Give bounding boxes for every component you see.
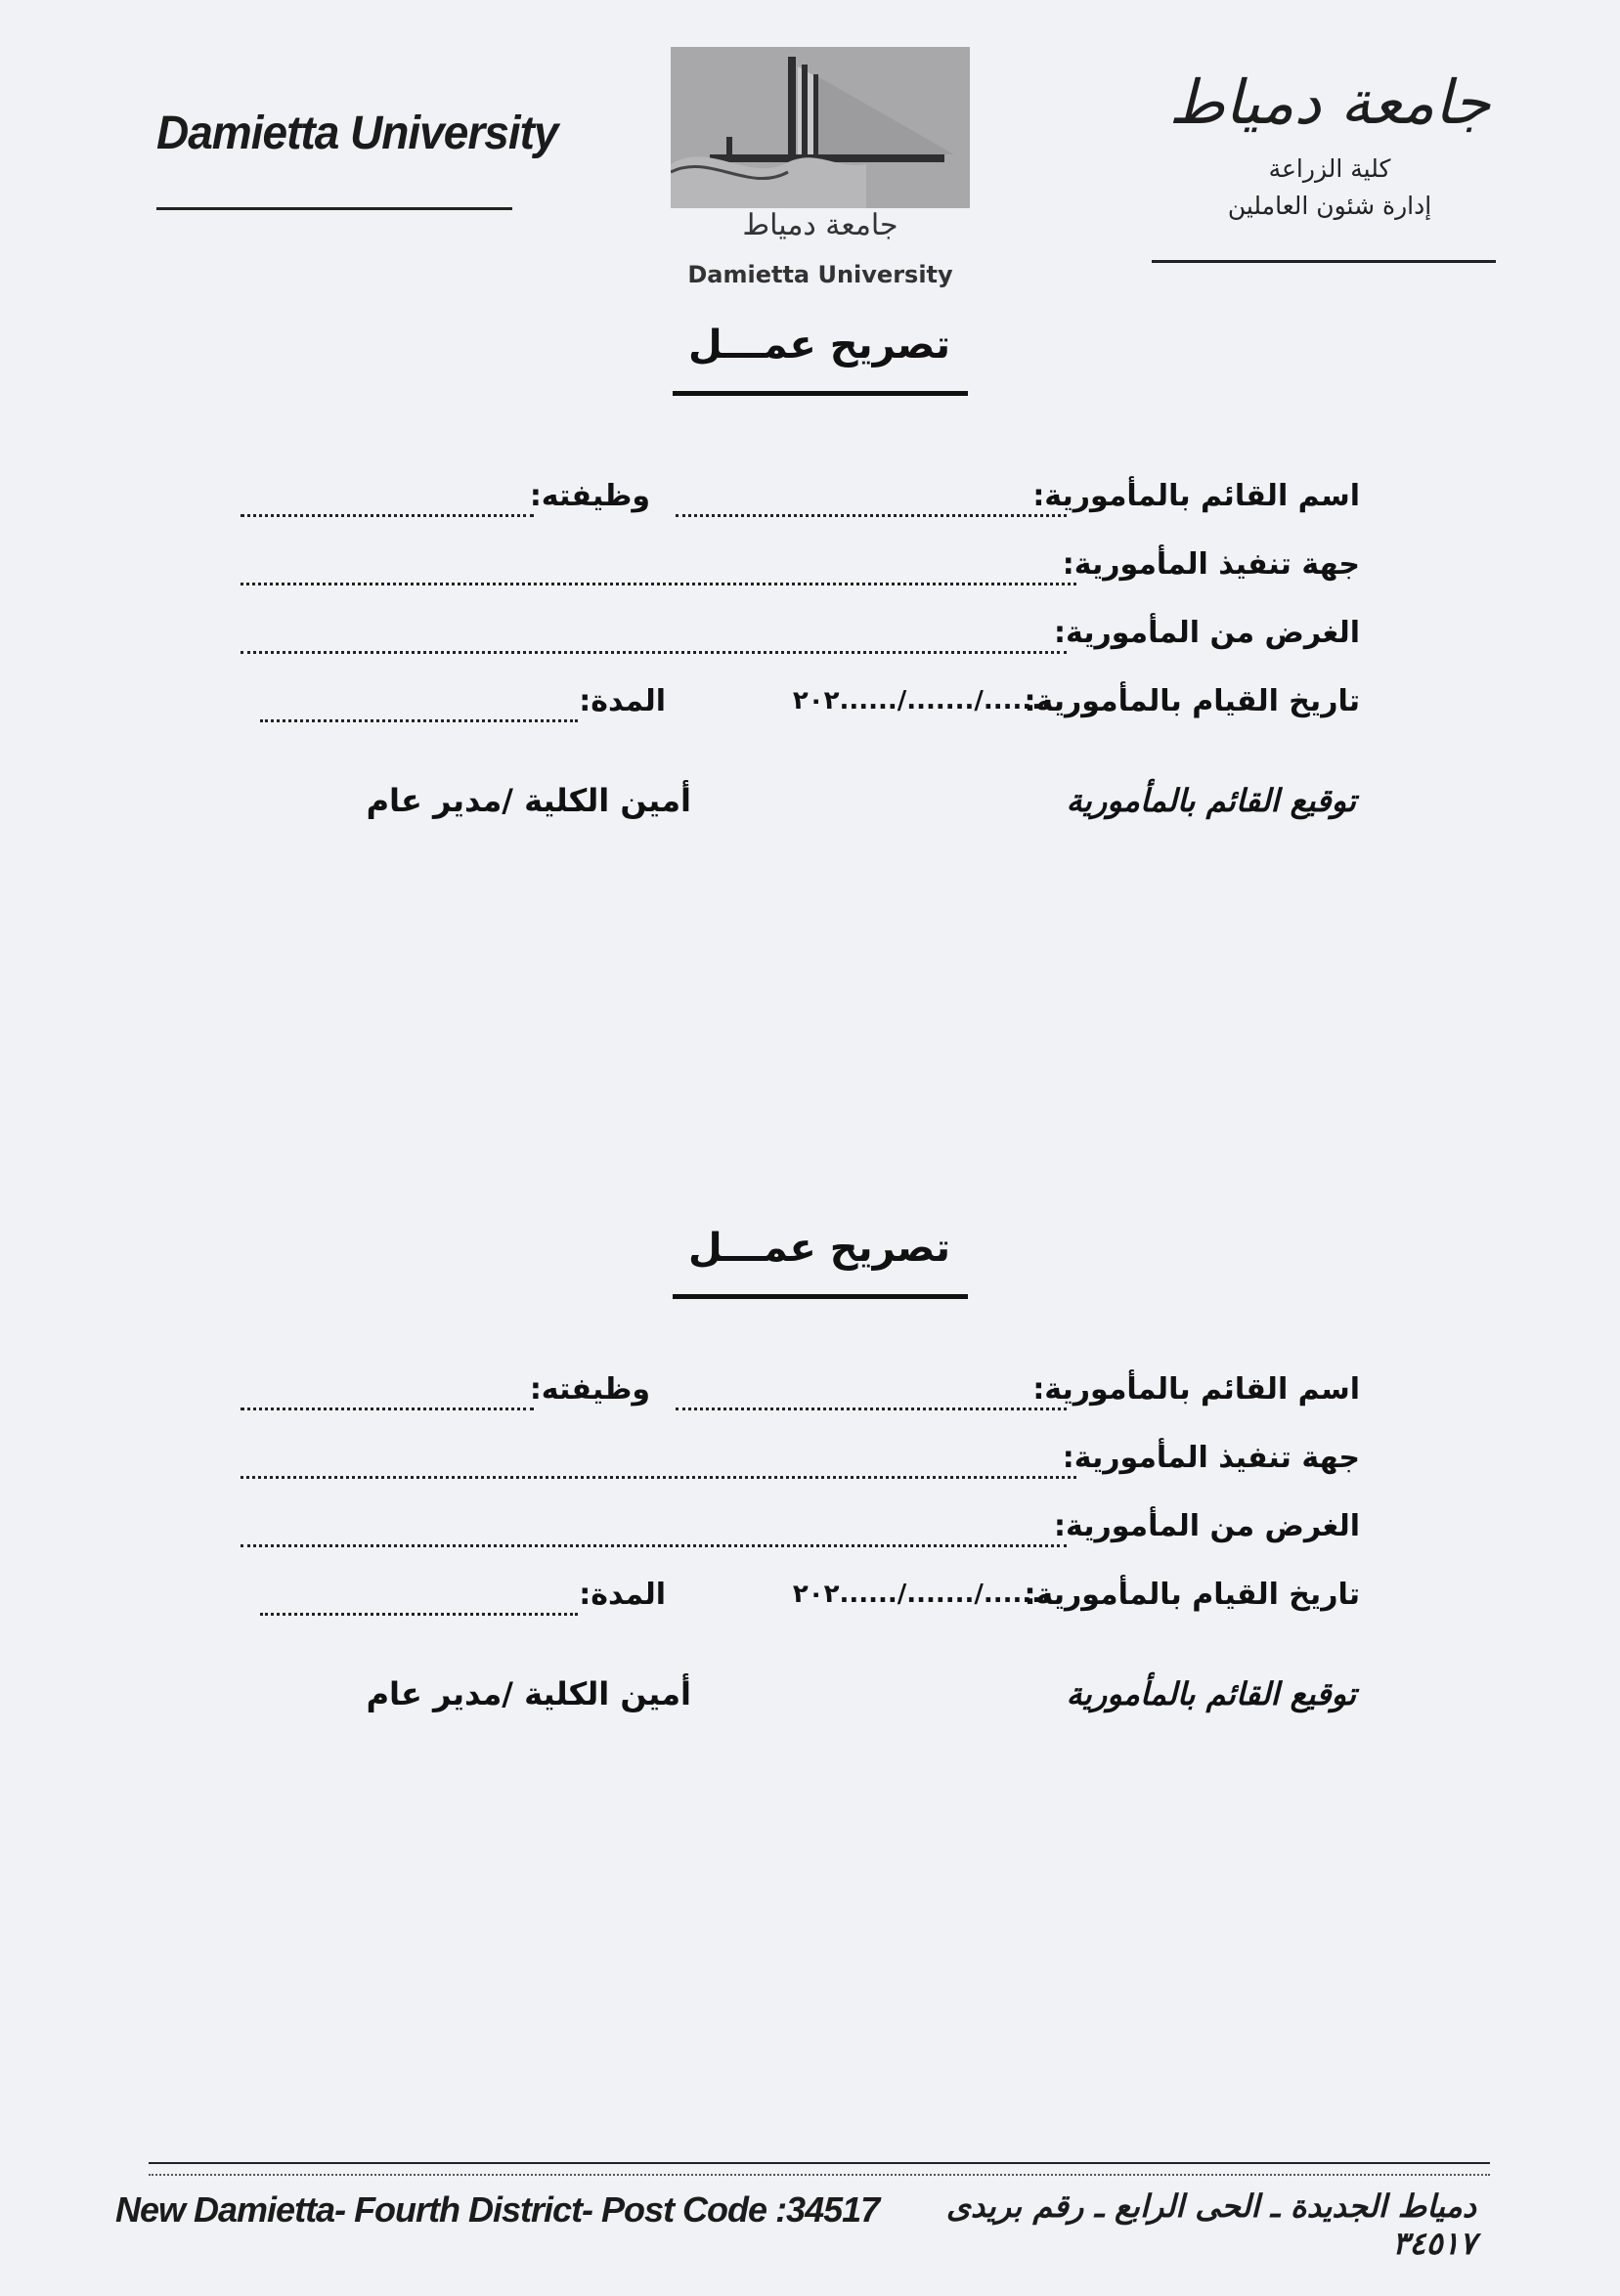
logo-emblem-graphic [671,47,970,208]
secretary-signature-label: أمين الكلية /مدير عام [366,782,691,819]
work-permit-form-2 [0,1226,1620,1773]
job-label: وظيفته: [529,479,650,513]
date-label: تاريخ القيام بالمأمورية: [1024,684,1360,718]
duration-field[interactable] [260,1613,578,1616]
row-date [241,1578,1360,1626]
logo-caption-en: Damietta University [687,261,953,288]
name-field[interactable] [676,514,1067,517]
row-name [241,1372,1360,1421]
job-field[interactable] [241,514,534,517]
form-title: تصريح عمـــل [688,1226,950,1271]
name-label: اسم القائم بالمأمورية: [1032,479,1360,513]
footer-rule [149,2162,1490,2164]
row-name [241,479,1360,528]
job-label: وظيفته: [529,1372,650,1407]
row-destination [241,547,1360,596]
purpose-field[interactable] [241,1544,1067,1547]
row-purpose [241,1509,1360,1558]
form-title-underline [673,1294,968,1299]
destination-field[interactable] [241,1476,1076,1479]
faculty-name: كلية الزراعة [1268,154,1391,183]
header-right-rule [1152,260,1496,263]
logo-caption-ar: جامعة دمياط [742,208,898,242]
footer-address-ar: دمياط الجديدة ـ الحى الرابع ـ رقم بريدى ٣٤٥١٧ [945,2188,1476,2262]
duration-field[interactable] [260,719,578,722]
destination-field[interactable] [241,583,1076,585]
purpose-label: الغرض من المأمورية: [1054,1509,1360,1543]
row-date [241,684,1360,733]
form-title: تصريح عمـــل [688,323,950,368]
form-title-underline [673,391,968,396]
header-left-rule [156,207,512,210]
purpose-label: الغرض من المأمورية: [1054,616,1360,650]
secretary-signature-label: أمين الكلية /مدير عام [366,1675,691,1712]
footer-dotted-rule [149,2174,1490,2176]
purpose-field[interactable] [241,651,1067,654]
assignee-signature-label: توقيع القائم بالمأمورية [1066,782,1356,819]
duration-label: المدة: [579,1578,666,1612]
university-name-en: Damietta University [156,105,558,159]
header-arabic-block [1144,61,1515,225]
footer-address-en: New Damietta- Fourth District- Post Code :34517 [115,2189,880,2230]
logo-emblem [671,47,970,208]
date-value[interactable]: ......./......./......٢٠٢ [792,1580,1051,1609]
row-destination [241,1441,1360,1490]
duration-label: المدة: [579,684,666,718]
university-name-ar: جامعة دمياط [1168,66,1491,138]
job-field[interactable] [241,1408,534,1410]
date-label: تاريخ القيام بالمأمورية: [1024,1578,1360,1612]
work-permit-form-1 [0,323,1620,870]
row-purpose [241,616,1360,665]
university-logo [671,47,970,288]
destination-label: جهة تنفيذ المأمورية: [1062,547,1360,582]
name-label: اسم القائم بالمأمورية: [1032,1372,1360,1407]
name-field[interactable] [676,1408,1067,1410]
date-value[interactable]: ......./......./......٢٠٢ [792,686,1051,715]
assignee-signature-label: توقيع القائم بالمأمورية [1066,1675,1356,1712]
department-name: إدارة شئون العاملين [1227,192,1432,220]
destination-label: جهة تنفيذ المأمورية: [1062,1441,1360,1475]
